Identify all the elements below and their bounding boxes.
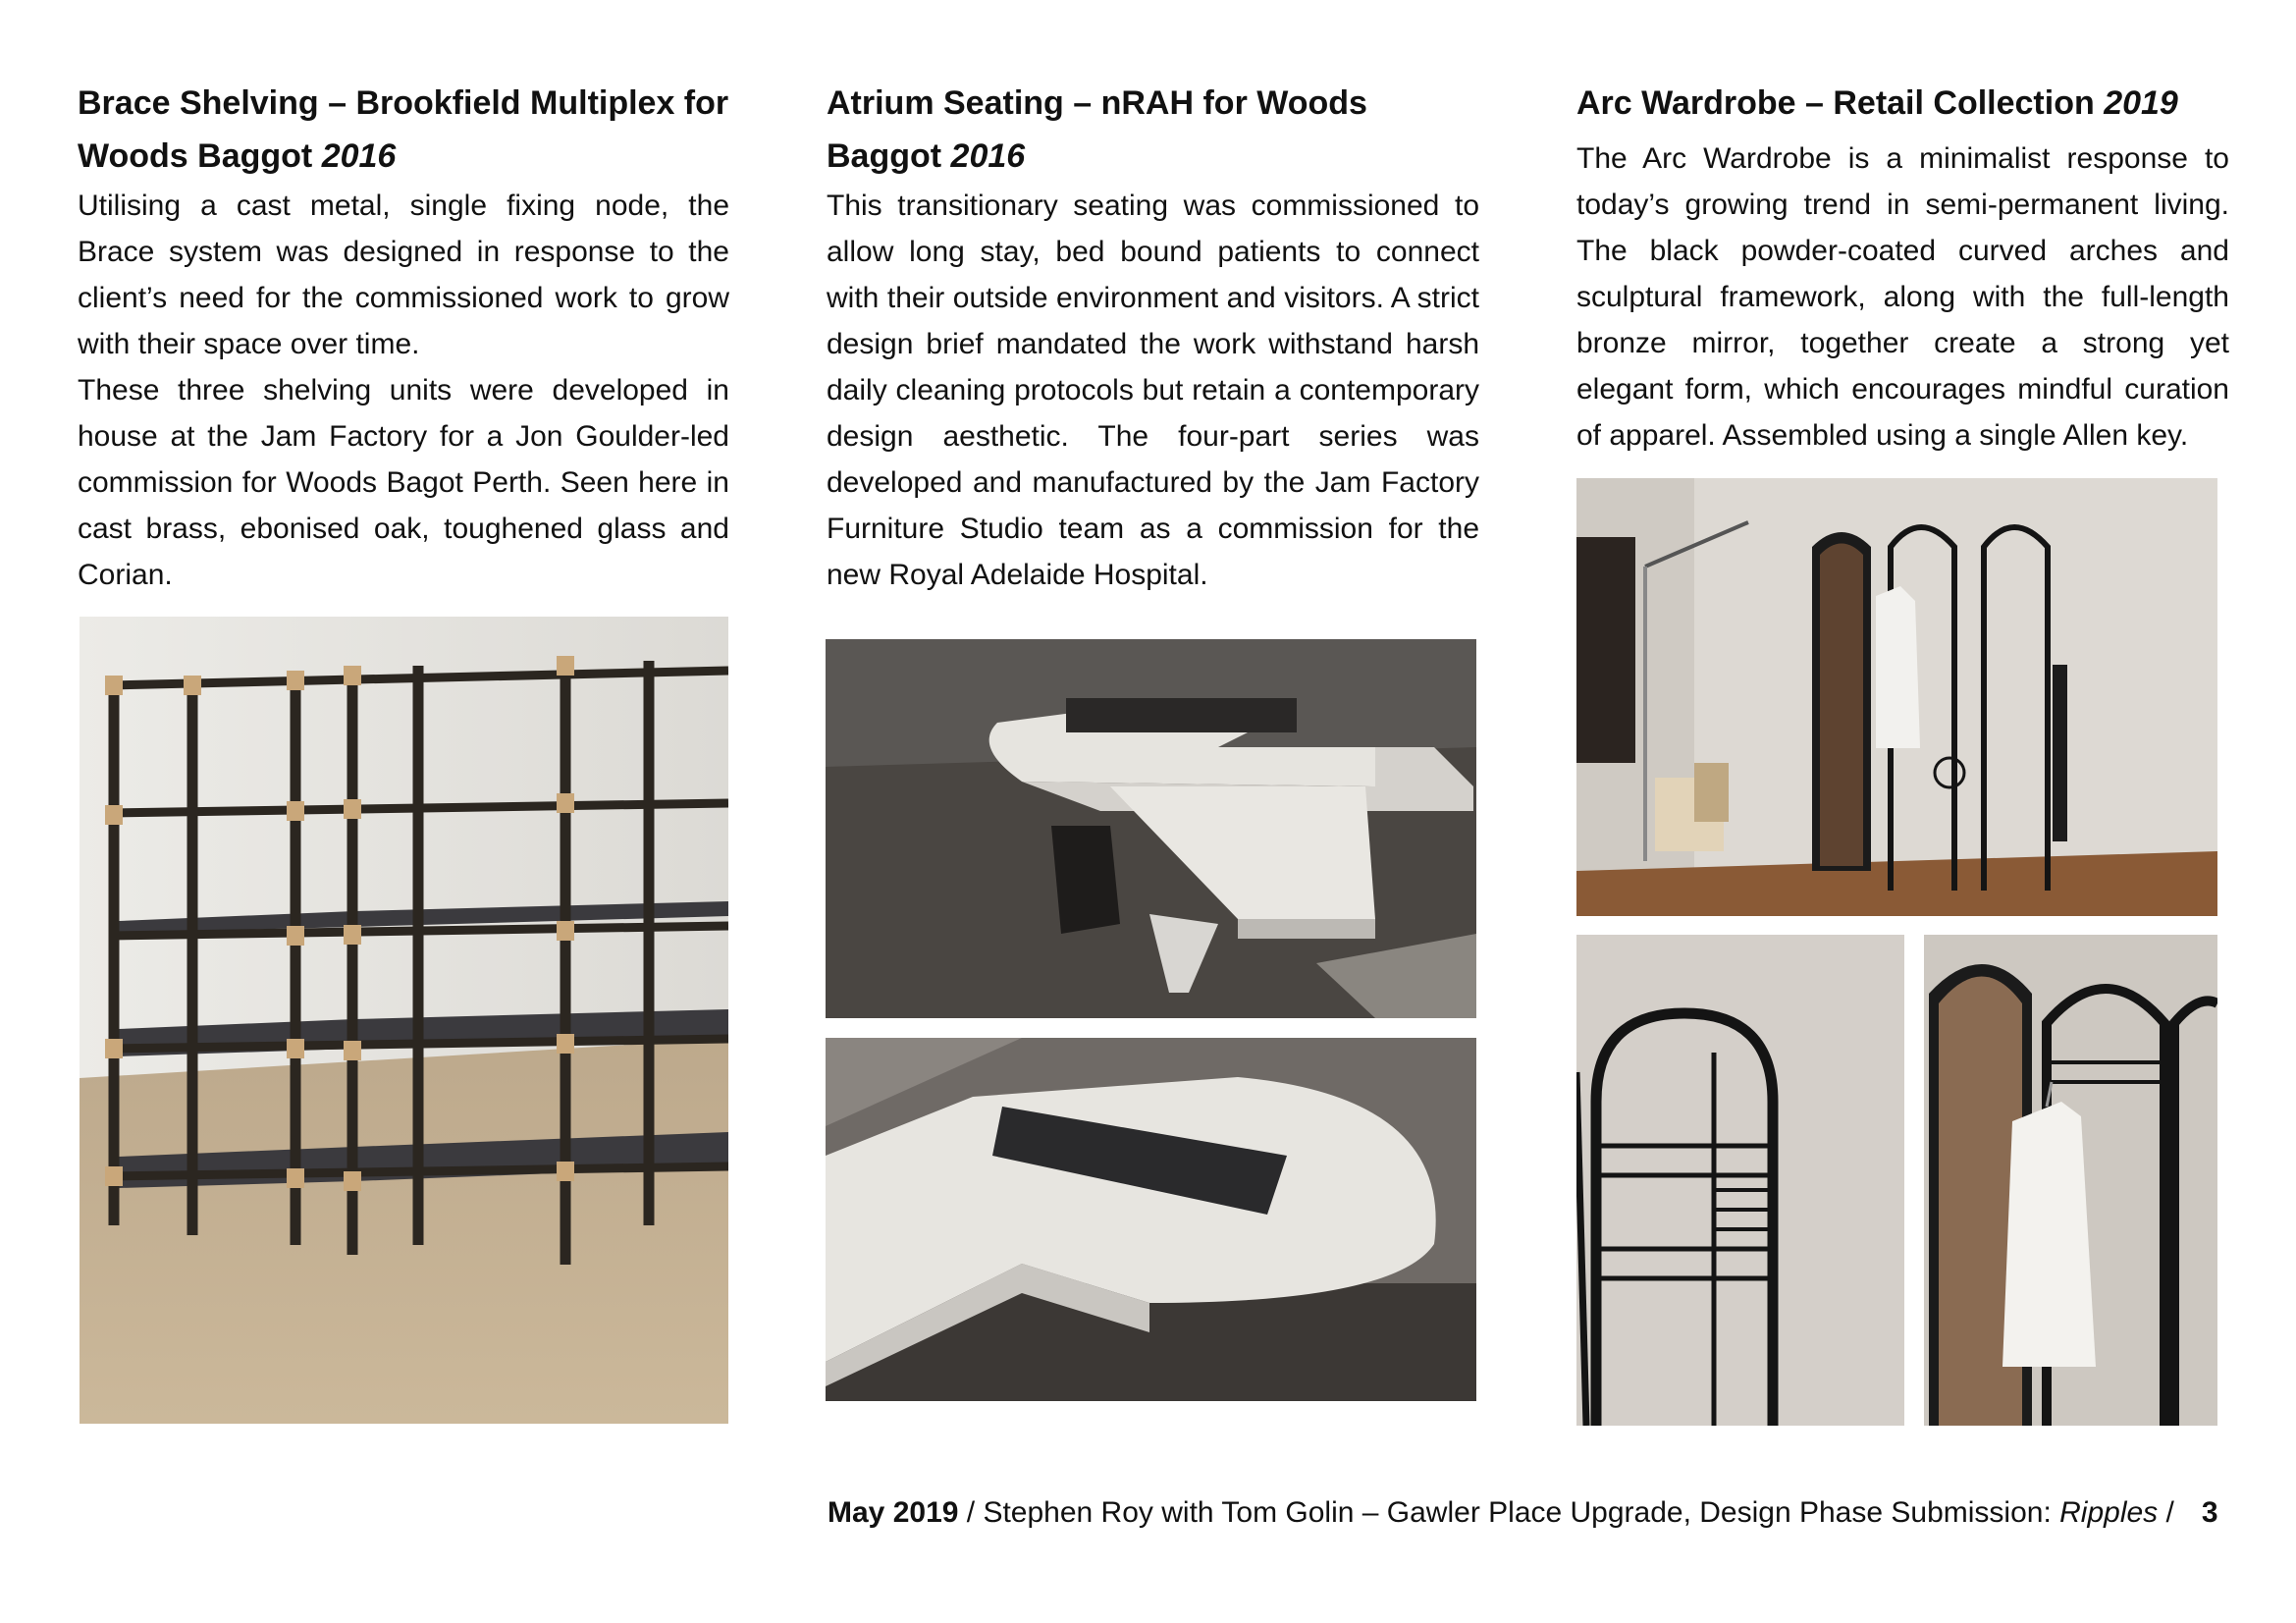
heading-year: 2016 [950,137,1026,175]
section-heading [1576,77,2229,130]
footer-date: May 2019 [828,1496,959,1529]
paragraph: Utilising a cast metal, single fixing node, the Brace system was designed in response to the client’s need for the commissioned work to grow with their space over time. [78,189,729,360]
heading-year: 2019 [2104,84,2178,122]
paragraph: This transitionary seating was commissioned to allow long stay, bed bound patients to connect with their outside environment and visitors. A strict design brief mandated the work withstand harsh daily cleaning protocols but retain a contemporary design aesthetic. The four-part series was developed and manufactured by the Jam Factory Furniture Studio team as a commission for the new Royal Adelaide Hospital. [827,189,1479,591]
footer-project-title: Ripples [2059,1496,2159,1529]
footer-separator: / [958,1496,984,1529]
page-number: 3 [2201,1496,2218,1529]
section-heading [827,77,1479,183]
heading-text: Brace Shelving – Brookfield Multiplex for Woods Baggot [78,84,729,175]
brace-shelving-photo [80,617,728,1424]
column-brace-shelving [78,77,729,598]
column-atrium-seating [827,77,1479,598]
section-heading [78,77,729,183]
arc-wardrobe-photo-1 [1576,478,2217,916]
heading-text: Atrium Seating – nRAH for Woods Baggot [827,84,1367,175]
heading-text: Arc Wardrobe – Retail Collection [1576,84,2095,122]
column-arc-wardrobe [1576,77,2229,459]
arc-wardrobe-photo-2 [1576,935,1904,1426]
page-footer [828,1490,2231,1536]
footer-separator: / [2158,1496,2174,1529]
paragraph: The Arc Wardrobe is a minimalist response to today’s growing trend in semi-permanent living. The black powder-coated curved arches and sculptural framework, along with the full-length bronze mirror, together create a strong yet elegant form, which encourages mindful curation of apparel. Assembled using a single Allen key. [1576,142,2229,452]
atrium-seating-photo-1 [826,639,1476,1018]
footer-text: Stephen Roy with Tom Golin – Gawler Place Upgrade, Design Phase Submission: [983,1496,2060,1529]
heading-year: 2016 [321,137,397,175]
paragraph: These three shelving units were developed in house at the Jam Factory for a Jon Goulder-led commission for Woods Bagot Perth. Seen here in cast brass, ebonised oak, toughened glass and Corian. [78,374,729,591]
atrium-seating-photo-2 [826,1038,1476,1401]
arc-wardrobe-photo-3 [1924,935,2217,1426]
